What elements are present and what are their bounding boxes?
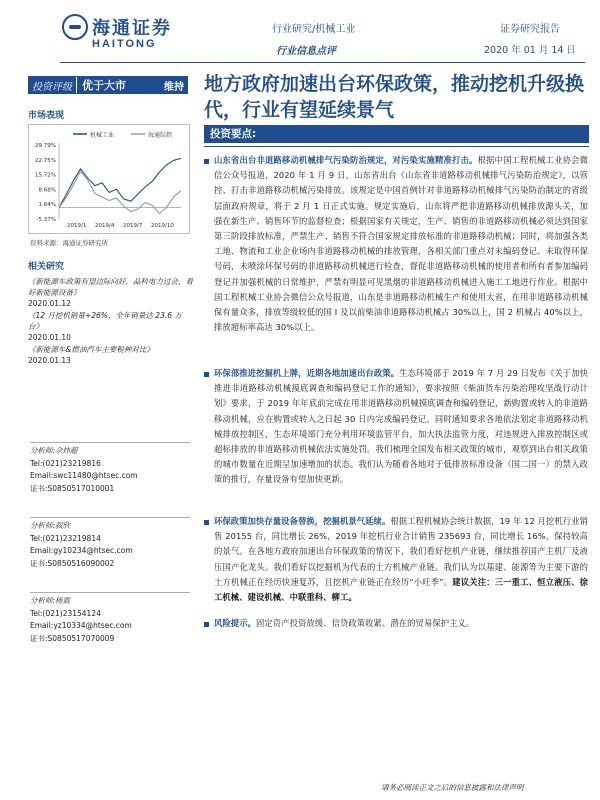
analyst-cert: 证书:S0850517010001 <box>30 483 115 493</box>
analyst-name: 分析师:佘炜超 <box>30 446 78 455</box>
logo-chinese-text: 海通证券 <box>92 18 172 39</box>
key-point-lead: 环保部推进挖掘机上牌，近期各地加速出台政策。 <box>214 368 400 378</box>
legend-label: 海通综指 <box>148 132 173 139</box>
legend-label: 机械工业 <box>90 132 115 139</box>
x-tick-label: 2019/1 <box>67 223 87 229</box>
rating-value: 优于大市 <box>76 77 130 93</box>
related-item[interactable] <box>28 310 193 343</box>
key-point-lead: 风险提示。 <box>214 618 256 628</box>
key-point-lead: 环保政策加快存量设备替换，挖掘机景气延续。 <box>214 516 391 526</box>
related-item-date: 2020.01.10 <box>28 333 71 342</box>
analyst-card <box>30 442 190 495</box>
related-item[interactable] <box>28 344 193 366</box>
market-performance-svg <box>29 125 189 233</box>
related-item-text[interactable]: 《新能源车政策有望边际向好，晶科电力过会，看好新能源设备》 <box>28 277 193 297</box>
logo-english-text: HAITONG <box>92 38 157 50</box>
report-category: 行业研究/机械工业 <box>272 24 356 35</box>
key-point-recommendation: 建议关注：三一重工、恒立液压、徐工机械、建设机械、中联重科、柳工。 <box>214 576 588 603</box>
key-point-text: 固定资产投资放缓、信贷政策收紧、潜在的贸易保护主义。 <box>256 618 475 628</box>
y-tick-label: 1.64% <box>38 202 56 209</box>
market-performance-chart <box>28 124 190 234</box>
key-point-paragraph <box>214 616 588 631</box>
related-item-date: 2020.01.13 <box>28 356 71 365</box>
key-points-divider <box>204 146 589 147</box>
key-point-text: 根据中国工程机械工业协会微信公众号报道，2020 年 1 月 9 日，山东省出台《山东省非道路移动机械排气污染防治规定》，以管控、打击非道路移动机械污染排放。该规定是中国首例针对非道路移动机械排气污染防治制定的省级层面政府规章，将于 2 月 1 日正式实施。规定实施后，山东将严把非道路移动机械排放源头关，加强在新生产、销售环节的监督检查；根据国家有关规定，生产、销售的非道路移动机械必须达到国家第三阶段排放标准，严禁生产、销售不符合国家规定排放标准的非道路移动机械；同时，将加强各类工地、物流和工业企业场内非道路移动机械的排放管理，各相关部门重点对未编码登记、未取得环保号码，未喷涂环保号码的非道路移动机械进行检查，督促非道路移动机械的使用者和所有者参加编码登记并加强机械的日常维护，严禁有明显可见黑烟的非道路移动机械进入施工工地进行作业。根据中国工程机械工业协会微信公众号报道，山东是非道路移动机械生产和使用大省，在用非道路移动机械保有量众多，排放等级较低的国 I 及以前柴油非道路移动机械占 30%以上，国 2 机械占 40%以上，排放超标率高达 30%以上。 <box>214 155 588 333</box>
x-tick-label: 2019/10 <box>151 223 174 229</box>
market-performance-label: 市场表现 <box>28 111 65 121</box>
analyst-card <box>30 517 190 570</box>
series-line <box>59 171 181 213</box>
related-item-date: 2020.01.12 <box>28 299 71 308</box>
rating-trend: 维持 <box>164 81 184 93</box>
bullet-marker <box>204 372 209 377</box>
key-point-text: 生态环境部于 2019 年 7 月 29 日发布《关于加快推进非道路移动机械摸底调查和编码登记工作的通知》，要求按照《柴油货车污染治理攻坚战行动计划》要求，于 2019 年年底前完成在用非道路移动机械摸底调查和编码登记，新购置或转入的非道路移动机械，应在购置或转入之日起 30 日内完成编码登记。同时通知要求各地依法划定非道路移动机械排放控制区，生态环境部门充分利用环境监管平台，加大执法监管力度，对违规进入排放控制区或超标排放的非道路移动机械依法实施处罚。我们梳理全国发布相关政策的城市，观察到出台相关政策的城市数量在近期呈加速增加的状态。我们认为随着各地对于低排放标准设备（国二国一）的禁入政策的推行，存量设备有望加快更新。 <box>214 368 589 485</box>
analyst-card <box>30 592 190 645</box>
key-point-lead: 山东省出台非道路移动机械排气污染防治规定，对污染实施精准打击。 <box>214 155 478 165</box>
y-tick-label: 15.72% <box>35 172 56 179</box>
x-tick-label: 2019/7 <box>123 223 143 229</box>
analyst-tel: Tel:(021)23219814 <box>30 533 101 543</box>
analyst-name: 分析师:杨震 <box>30 596 71 605</box>
bullet-marker <box>204 520 209 525</box>
analyst-email[interactable]: Email:swc11480@htsec.com <box>30 471 138 480</box>
report-title: 地方政府加速出台环保政策，推动挖机升级换代，行业有望延续景气 <box>204 73 585 121</box>
key-point-paragraph <box>214 366 588 488</box>
analyst-tel: Tel:(021)23154124 <box>30 608 101 618</box>
related-research <box>28 262 193 367</box>
header-divider <box>60 62 585 63</box>
analyst-cert: 证书:S0850517070009 <box>30 633 115 643</box>
y-tick-label: 29.79% <box>35 143 56 149</box>
related-research-title: 相关研究 <box>28 262 65 272</box>
analyst-email[interactable]: Email:gy10234@htsec.com <box>30 546 133 555</box>
analyst-name: 分析师:叙欣 <box>30 521 71 530</box>
x-tick-label: 2019/4 <box>95 223 115 229</box>
key-point-paragraph <box>214 514 588 605</box>
haitong-logo <box>62 14 172 56</box>
y-tick-label: 22.75% <box>35 157 56 164</box>
related-item-text[interactable]: 《新能源车&燃油汽车主要税种对比》 <box>28 345 154 354</box>
report-date: 2020 年 01 月 14 日 <box>484 45 576 56</box>
series-line <box>59 158 181 207</box>
report-type: 证券研究报告 <box>500 24 560 35</box>
analyst-cert: 证书:S0850516090002 <box>30 558 115 568</box>
haitong-logo-icon <box>62 14 88 40</box>
chart-source: 资料来源：海通证券研究所 <box>30 239 108 247</box>
related-item-text[interactable]: 《12 月挖机销量+26%，全年销量达 23.6 万台》 <box>28 311 182 331</box>
analyst-tel: Tel:(021)23219816 <box>30 458 101 468</box>
analyst-email[interactable]: Email:yz10334@htsec.com <box>30 621 132 630</box>
key-point-paragraph <box>214 153 588 335</box>
investment-rating-bar <box>28 76 188 94</box>
bullet-marker <box>204 159 209 164</box>
y-tick-label: -5.37% <box>36 217 56 223</box>
report-subcategory: 行业信息点评 <box>276 46 336 57</box>
y-tick-label: 8.68% <box>38 187 56 194</box>
key-point-text: 根据工程机械协会统计数据，19 年 12 月挖机行业销售 20155 台，同比增长 26%，2019 年挖机行业合计销售 235693 台，同比增长 16%，保持较高的景气。在各地方政府加速出台环保政策的情况下，我们看好挖机产业链，继续推荐国产主机厂及液压国产化龙头。我们看好以挖掘机为代表的土方机械产业链。我们认为以基建、能源等为主要下游的土方机械正在经历快速复苏，且挖机产业链正在经历“小旺季”。 <box>214 516 589 587</box>
key-points-title: 投资要点: <box>204 125 589 143</box>
rating-label: 投资评级 <box>32 81 72 93</box>
bullet-marker <box>204 622 209 627</box>
analyst-list <box>30 442 190 667</box>
disclaimer-footer: 请务必阅读正文之后的信息披露和法律声明 <box>381 783 524 792</box>
related-item[interactable] <box>28 276 193 309</box>
